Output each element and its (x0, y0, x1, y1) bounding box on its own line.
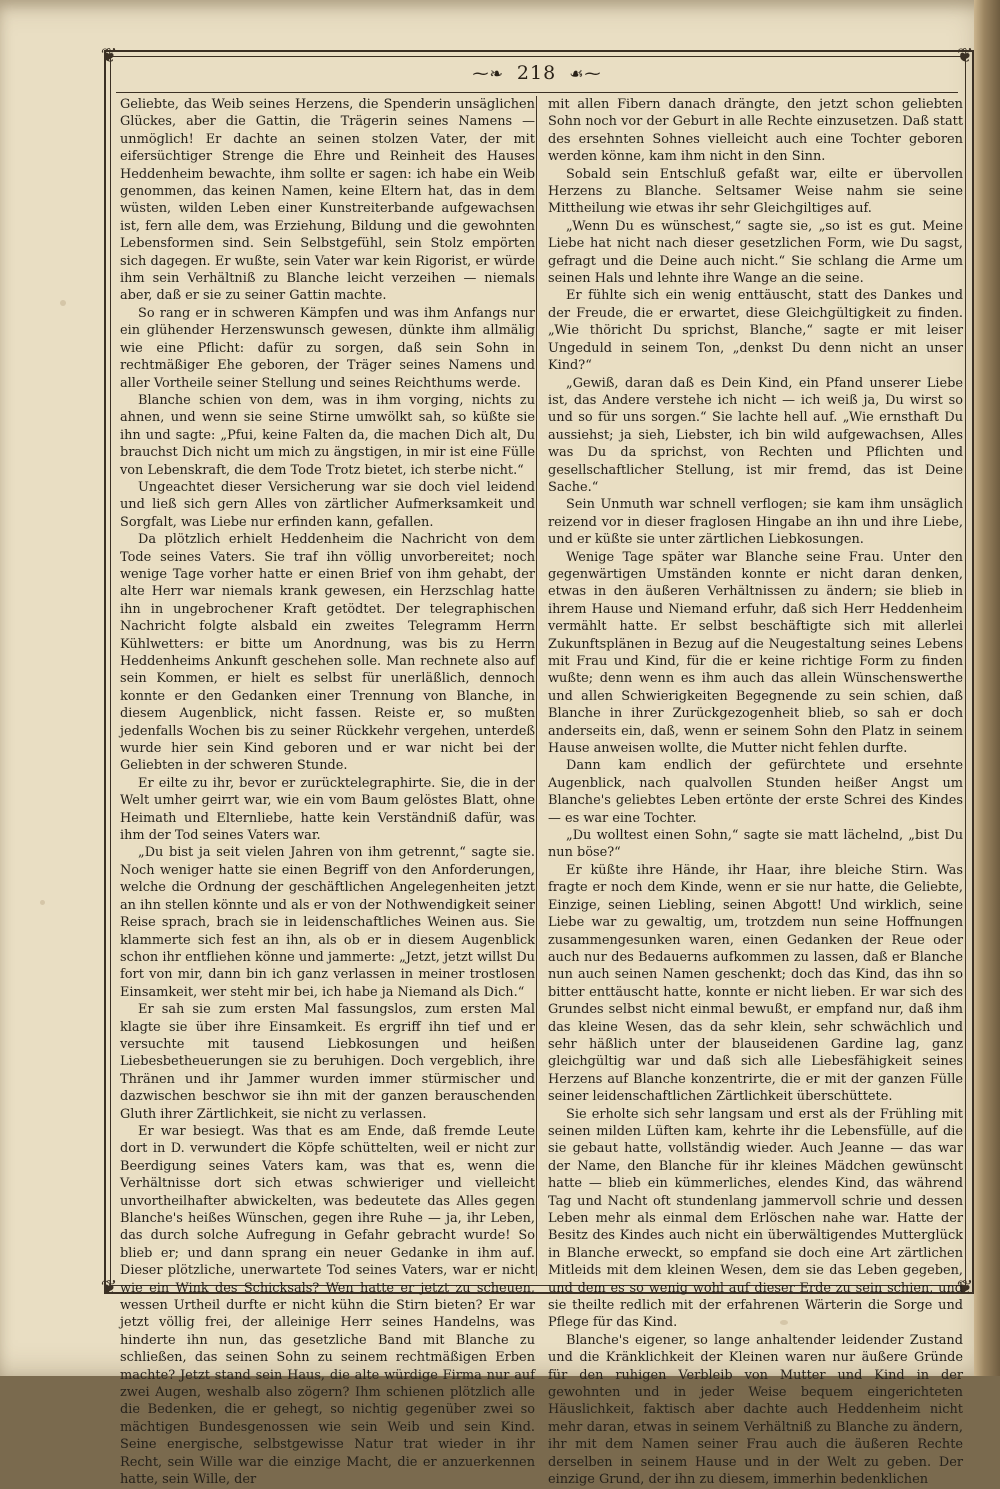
paragraph: So rang er in schweren Kämpfen und was ihm Anfangs nur ein glühender Herzenswunsch gewesen, dünkte ihm allmälig wie eine Pflicht: dafür zu sorgen, daß sein Sohn in rechtmäßiger Ehe geboren, der Träger seines Namens und aller Vortheile seiner Stellung und seines Reichthums werde. (120, 305, 535, 391)
text-column-left (120, 96, 535, 1488)
page-header (110, 62, 964, 84)
corner-ornament-icon: ❦ (956, 1275, 974, 1299)
paragraph: Ungeachtet dieser Versicherung war sie doch viel leidend und ließ sich gern Alles von zärtlicher Aufmerksamkeit und Sorgfalt, was Liebe nur erfinden kann, gefallen. (120, 479, 535, 530)
paragraph: „Du bist ja seit vielen Jahren von ihm getrennt,“ sagte sie. Noch weniger hatte sie einen Begriff von den Anforderungen, welche die Ordnung der geschäftlichen Angelegenheiten jetzt an ihn stellen könnte und als er von der Nothwendigkeit seiner Reise sprach, brach sie in leidenschaftliches Weinen aus. Sie klammerte sich fest an ihn, als ob er in diesem Augenblick schon ihr entfliehen könne und jammerte: „Jetzt, jetzt willst Du fort von mir, dann bin ich ganz verlassen in meiner trostlosen Einsamkeit, wer steht mir bei, ich habe ja Niemand als Dich.“ (120, 845, 535, 1000)
paragraph: Er sah sie zum ersten Mal fassungslos, zum ersten Mal klagte sie über ihre Einsamkeit. Es ergriff ihn tief und er versuchte mit tausend Liebkosungen und heißen Liebesbetheuerungen sie zu beruhigen. Doch vergeblich, ihre Thränen und ihr Jammer wurden immer stürmischer und dazwischen beschwor sie ihn mit der ganzen berauschenden Gluth ihrer Zärtlichkeit, sie nicht zu verlassen. (120, 1002, 535, 1122)
flourish-right-icon: ☙⁓ (569, 64, 602, 83)
paragraph: mit allen Fibern danach drängte, den jetzt schon geliebten Sohn noch vor der Geburt in alle Rechte einzusetzen. Daß statt des ersehnten Sohnes vielleicht auch eine Tochter geboren werden könne, kam ihm nicht in den Sinn. (548, 97, 963, 165)
column-divider (536, 96, 537, 1276)
page-number: 218 (516, 62, 557, 84)
paragraph: Wenige Tage später war Blanche seine Frau. Unter den gegenwärtigen Umständen konnte er nicht daran denken, etwas in den äußeren Verhältnissen zu ändern; sie blieb in ihrem Hause und Niemand erfuhr, daß sich Herr Heddenheim vermählt hatte. Er selbst beschäftigte sich mit allerlei Zukunftsplänen in Bezug auf die Neugestaltung seines Lebens mit Frau und Kind, für die er keine richtige Form zu finden wußte; denn wenn es ihm auch das allein Wünschenswerthe und allen Schwierigkeiten Begegnende zu sein schien, daß Blanche in ihrer Zurückgezogenheit blieb, so sah er doch anderseits ein, daß, wenn er seinem Sohn den Platz in seinem Hause anweisen wollte, die Mutter nicht fehlen durfte. (548, 549, 963, 757)
paper-stain (40, 900, 45, 905)
paragraph: „Wenn Du es wünschest,“ sagte sie, „so ist es gut. Meine Liebe hat nicht nach dieser gesetzlichen Form, wie Du sagst, gefragt und die Deine auch nicht.“ Sie schlang die Arme um seinen Hals und lehnte ihre Wange an die seine. (548, 218, 963, 287)
paragraph: Er küßte ihre Hände, ihr Haar, ihre bleiche Stirn. Was fragte er noch dem Kinde, wenn er sie nur hatte, die Geliebte, Einzige, seinen Liebling, seinen Abgott! Und wirklich, seine Liebe war zu gewaltig, um, trotzdem nun seine Hoffnungen zusammengesunken waren, einen Gedanken der Reue oder auch nur des Bedauerns aufkommen zu lassen, daß er Blanche nun auch seinen Namen geschenkt; doch das Kind, das ihn so bitter enttäuscht hatte, konnte er nicht lieben. Er war sich des Grundes selbst nicht einmal bewußt, er empfand nur, daß ihm das kleine Wesen, das da sehr klein, sehr schwächlich und sehr häßlich unter der blauseidenen Gardine lag, ganz gleichgültig war und daß sich alle Liebesfähigkeit seines Herzens auf Blanche konzentrirte, die er mit der ganzen Fülle seiner leidenschaftlichen Zärtlichkeit überschüttete. (548, 862, 963, 1105)
paragraph: Er fühlte sich ein wenig enttäuscht, statt des Dankes und der Freude, die er erwartet, diese Gleichgültigkeit zu finden. „Wie thöricht Du sprichst, Blanche,“ sagte er mit leiser Ungeduld in seinem Ton, „denkst Du denn nicht an unser Kind?“ (548, 288, 963, 374)
flourish-left-icon: ⁓❧ (472, 64, 504, 83)
paper-stain (60, 300, 66, 306)
paragraph: Geliebte, das Weib seines Herzens, die Spenderin unsäglichen Glückes, aber die Gattin, die Trägerin seines Namens — unmöglich! Er dachte an seinen stolzen Vater, der mit eifersüchtiger Strenge die Ehre und Reinheit des Hauses Heddenheim bewachte, ihm sollte er sagen: ich habe ein Weib genommen, das keinen Namen, keine Eltern hat, das in dem wüsten, wilden Leben einer Kunstreiterbande aufgewachsen ist, fern alle dem, was Erziehung, Bildung und die gewohnten Lebensformen sind. Sein Selbstgefühl, sein Stolz empörten sich dagegen. Er wußte, sein Vater war kein Rigorist, er würde ihm sein Verhältniß zu Blanche leicht verzeihen — niemals aber, daß er sie zu seiner Gattin machte. (120, 97, 535, 304)
corner-ornament-icon: ❦ (100, 1275, 118, 1299)
paragraph: Sie erholte sich sehr langsam und erst als der Frühling mit seinen milden Lüften kam, kehrte ihr die Lebensfülle, auf die sie gebaut hatte, vollständig wieder. Auch Jeanne — das war der Name, den Blanche für ihr kleines Mädchen gewünscht hatte — blieb ein kümmerliches, elendes Kind, das während Tag und Nacht oft stundenlang jammervoll schrie und dessen Leben mehr als einmal dem Erlöschen nahe war. Hatte der Besitz des Kindes auch nicht ein überwältigendes Mutterglück in Blanche erweckt, so empfand sie doch eine Art zärtlichen Mitleids mit dem kleinen Wesen, dem sie das Leben gegeben, und dem es so wenig wohl auf dieser Erde zu sein schien, und sie theilte redlich mit der erfahrenen Wärterin die Sorge und Pflege für das Kind. (548, 1106, 963, 1331)
paragraph: Sobald sein Entschluß gefaßt war, eilte er übervollen Herzens zu Blanche. Seltsamer Weise nahm sie seine Mittheilung wie etwas ihr sehr Gleichgiltiges auf. (548, 166, 963, 217)
header-rule (116, 92, 958, 93)
paragraph: Sein Unmuth war schnell verflogen; sie kam ihm unsäglich reizend vor in dieser fraglosen Hingabe an ihn und ihre Liebe, und er küßte sie unter zärtlichen Liebkosungen. (548, 497, 963, 548)
paragraph: Er war besiegt. Was that es am Ende, daß fremde Leute dort in D. verwundert die Köpfe schüttelten, weil er nicht zur Beerdigung seines Vaters kam, was that es, wenn die Verhältnisse dort sich etwas schwieriger und vielleicht unvortheilhafter abwickelten, was bedeutete das Alles gegen Blanche's heißes Wünschen, gegen ihre Ruhe — ja, ihr Leben, das durch solche Aufregung in Gefahr gebracht wurde! So blieb er; und dann sprang ein neuer Gedanke in ihm auf. Dieser plötzliche, unerwartete Tod seines Vaters, war er nicht wie ein Wink des Schicksals? Wen hatte er jetzt zu scheuen, wessen Urtheil durfte er nicht kühn die Stirn bieten? Er war jetzt völlig frei, der alleinige Herr seines Handelns, was hinderte ihn nun, das gesetzliche Band mit Blanche zu schließen, das seinen Sohn zu seinem rechtmäßigen Erben machte? Jetzt stand sein Haus, die alte würdige Firma nur auf zwei Augen, weshalb also zögern? Ihm schienen plötzlich alle die Bedenken, die er gehegt, so nichtig gegenüber zwei so mächtigen Bundesgenossen wie sein Weib und sein Kind. Seine energische, selbstgewisse Natur trat wieder in ihr Recht, sein Wille war die einzige Macht, die er anzuerkennen hatte, sein Wille, der (120, 1123, 535, 1488)
paragraph: „Du wolltest einen Sohn,“ sagte sie matt lächelnd, „bist Du nun böse?“ (548, 828, 963, 861)
paragraph: „Gewiß, daran daß es Dein Kind, ein Pfand unserer Liebe ist, das Andere verstehe ich nicht — ich weiß ja, Du wirst so und so für uns sorgen.“ Sie lachte hell auf. „Wie ernsthaft Du aussiehst; ja sieh, Liebster, ich bin wild aufgewachsen, Alles was Du da sprichst, von Rechten und Pflichten und gesellschaftlicher Stellung, ist mir fremd, das ist Deine Sache.“ (548, 375, 963, 495)
corner-ornament-icon: ❦ (956, 43, 974, 67)
paragraph: Blanche's eigener, so lange anhaltender leidender Zustand und die Kränklichkeit der Kleinen waren nur äußere Gründe für den ruhigen Verbleib von Mutter und Kind in der gewohnten und in jeder Weise bequem eingerichteten Häuslichkeit, faktisch aber dachte auch Heddenheim nicht mehr daran, etwas in seinem Verhältniß zu Blanche zu ändern, ihr mit dem Namen seiner Frau auch die äußeren Rechte derselben in seinem Hause und in der Welt zu geben. Der einzige Grund, der ihn zu diesem, immerhin bedenklichen (548, 1332, 963, 1488)
corner-ornament-icon: ❦ (100, 43, 118, 67)
book-spine (974, 0, 1000, 1376)
paragraph: Da plötzlich erhielt Heddenheim die Nachricht von dem Tode seines Vaters. Sie traf ihn völlig unvorbereitet; noch wenige Tage vorher hatte er einen Brief von ihm gehabt, der alte Herr war niemals krank gewesen, ein Herzschlag hatte ihn in ungebrochener Kraft getödtet. Der telegraphischen Nachricht folgte alsbald ein zweites Telegramm Herrn Kühlwetters: er bitte um Anordnung, was bis zu Herrn Heddenheims Ankunft geschehen solle. Man rechnete also auf sein Kommen, er hielt es selbst für unerläßlich, dennoch konnte er den Gedanken einer Trennung von Blanche, in diesem Augenblick, nicht fassen. Reiste er, so mußten jedenfalls Wochen bis zu seiner Rückkehr vergehen, unterdeß wurde hier sein Kind geboren und er war nicht bei der Geliebten in der schweren Stunde. (120, 532, 535, 774)
paragraph: Dann kam endlich der gefürchtete und ersehnte Augenblick, nach qualvollen Stunden heißer Angst um Blanche's geliebtes Leben ertönte der erste Schrei des Kindes — es war eine Tochter. (548, 758, 963, 826)
text-column-right (548, 96, 963, 1488)
paragraph: Blanche schien von dem, was in ihm vorging, nichts zu ahnen, und wenn sie seine Stirne umwölkt sah, so küßte sie ihn und sagte: „Pfui, keine Falten da, die machen Dich alt, Du brauchst Dich nicht um mich zu ängstigen, in mir ist eine Fülle von Lebenskraft, die dem Tode Trotz bietet, ich sterbe nicht.“ (120, 392, 535, 478)
paragraph: Er eilte zu ihr, bevor er zurücktelegraphirte. Sie, die in der Welt umher geirrt war, wie ein vom Baum gelöstes Blatt, ohne Heimath und Elternliebe, hatte kein Verständniß dafür, was ihm der Tod seines Vaters war. (120, 775, 535, 844)
